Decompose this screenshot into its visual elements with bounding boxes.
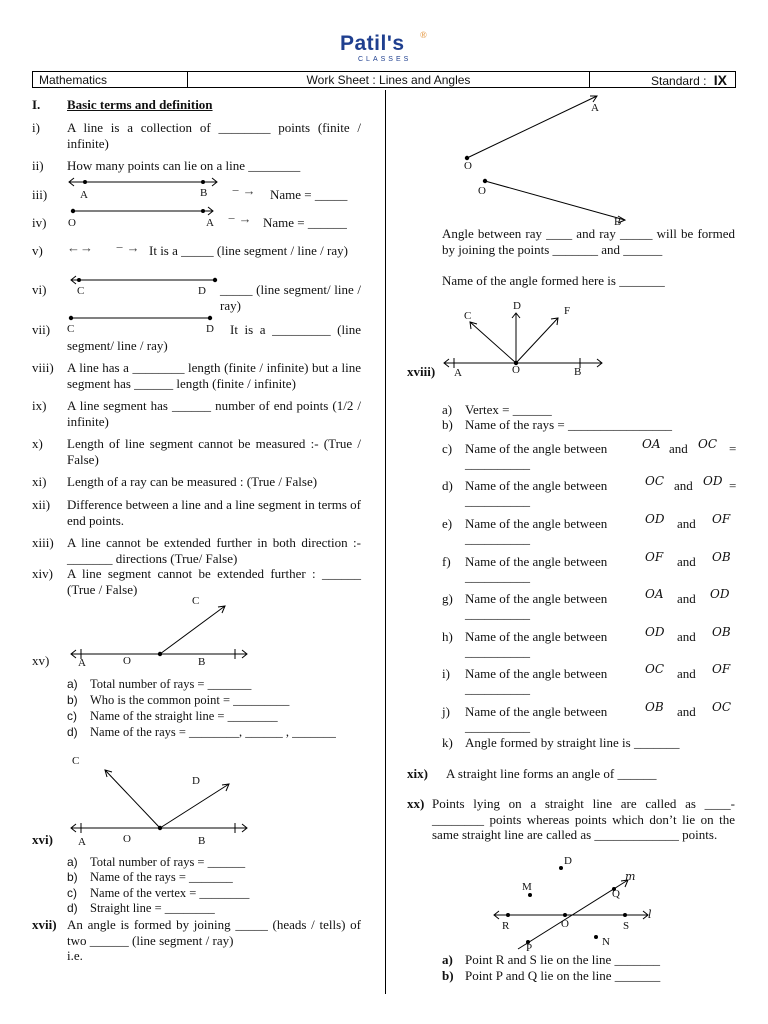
point-label: O	[68, 217, 76, 229]
ray-name: OB	[712, 550, 731, 564]
sub-text: Name of the angle between	[465, 666, 608, 681]
point-label: B	[200, 187, 208, 199]
q-number: xvii)	[32, 917, 57, 932]
point-label: D	[198, 285, 206, 297]
ray-name: OF	[712, 512, 731, 526]
point-label: B	[198, 656, 206, 668]
ray-name: OC	[712, 700, 732, 714]
point-label: C	[72, 755, 80, 767]
sub-text: Name of the rays = ________, ______ , _______	[90, 725, 336, 739]
sub-number: d)	[442, 478, 453, 493]
q-number: xiii)	[32, 535, 54, 550]
sub-text: Vertex = ______	[465, 402, 552, 417]
point-label: A	[206, 217, 214, 229]
ray-figure-iv	[65, 205, 225, 229]
point-label: C	[464, 310, 472, 322]
ray-name: OD	[703, 474, 723, 488]
sub-number: j)	[442, 704, 450, 719]
ray-name: OF	[712, 662, 731, 676]
and-word: and	[677, 666, 696, 681]
q-number: ii)	[32, 158, 44, 173]
q-text: Name = ______	[263, 215, 347, 230]
sub-text: Name of the angle between	[465, 591, 608, 606]
sub-text: Angle formed by straight line is _______	[465, 735, 680, 750]
ray-name: OA	[645, 587, 664, 601]
sub-number: d)	[67, 901, 78, 915]
q-text: It is a _____ (line segment / line / ray)	[149, 243, 348, 258]
sub-text: Total number of rays = _______	[90, 677, 252, 691]
sub-text: Name of the angle between	[465, 554, 608, 569]
header-standard-label: Standard :	[651, 74, 707, 88]
sub-number: g)	[442, 591, 453, 606]
q-number: v)	[32, 243, 43, 258]
point-label: O	[561, 918, 569, 930]
q-number: xii)	[32, 497, 51, 512]
sub-number: b)	[67, 870, 78, 884]
q-number: iii)	[32, 187, 48, 202]
equals-sign: =	[729, 441, 737, 456]
q-text: Difference between a line and a line segment in terms of end points.	[67, 497, 361, 528]
q-text: Length of line segment cannot be measured :- (True / False)	[67, 436, 361, 467]
point-label: R	[502, 920, 510, 932]
point-label: O	[123, 833, 131, 845]
q-number: xiv)	[32, 566, 53, 581]
q-number: ix)	[32, 398, 47, 413]
and-word: and	[669, 441, 688, 456]
angle-name-text: Name of the angle formed here is _______	[442, 273, 665, 288]
and-word: and	[674, 478, 693, 493]
answer-blank: __________	[465, 606, 530, 621]
answer-blank: __________	[465, 681, 530, 696]
point-label: A	[80, 189, 88, 201]
q-number: xv)	[32, 653, 50, 668]
q-text: A line cannot be extended further in both direction :-_______ directions (True/ False)	[67, 535, 361, 566]
sub-text: Name of the angle between	[465, 516, 608, 531]
answer-blank: __________	[465, 719, 530, 734]
point-label: B	[574, 366, 582, 378]
sub-text: Name of the angle between	[465, 478, 608, 493]
q-text: Points lying on a straight line are called as ____-________ points whereas points which don’t lie on the same straight line are called as _____________ points.	[432, 796, 735, 842]
q-text: Length of a ray can be measured : (True / False)	[67, 474, 318, 489]
point-label: O	[464, 160, 472, 172]
point-label: A	[591, 102, 599, 114]
point-label: D	[192, 775, 200, 787]
and-word: and	[677, 554, 696, 569]
q-number: xviii)	[407, 364, 436, 379]
point-label: P	[526, 942, 533, 954]
sub-text: Straight line = ________	[90, 901, 215, 915]
logo-tagline: CLASSES	[358, 56, 412, 63]
point-label: Q	[612, 888, 620, 900]
point-label: B	[198, 835, 206, 847]
angle-figure-xvi	[67, 760, 257, 840]
q-text: A line segment has ______ number of end points (1/2 / infinite)	[67, 398, 361, 429]
and-word: and	[677, 629, 696, 644]
section-number: I.	[32, 97, 41, 112]
answer-blank: __________	[465, 644, 530, 659]
ray-name: OD	[645, 625, 665, 639]
angle-text: Angle between ray ____ and ray _____ will be formed by joining the points _______ and ______	[442, 226, 735, 257]
q-number: vi)	[32, 282, 47, 297]
q-text: _____ (line segment/ line / ray)	[220, 282, 361, 313]
ray-name: OC	[698, 437, 718, 451]
point-label: O	[123, 655, 131, 667]
point-label: D	[206, 323, 214, 335]
q-text: A line is a collection of ________ points (finite / infinite)	[67, 120, 361, 151]
ray-name: OA	[642, 437, 661, 451]
point-label: F	[564, 305, 571, 317]
sub-number: f)	[442, 554, 451, 569]
ray-name: OC	[645, 474, 665, 488]
sub-text: Name of the angle between	[465, 441, 608, 456]
header-title: Work Sheet : Lines and Angles	[306, 73, 471, 87]
sub-number: a)	[67, 677, 78, 691]
q-text: A line segment cannot be extended further : ______ (True / False)	[67, 566, 361, 597]
answer-blank: __________	[465, 456, 530, 471]
sub-text: Who is the common point = _________	[90, 693, 290, 707]
ray-name: OB	[645, 700, 664, 714]
point-label: N	[602, 936, 610, 948]
q-number: i)	[32, 120, 40, 135]
q-text: A straight line forms an angle of ______	[446, 766, 657, 781]
point-label: A	[454, 367, 462, 379]
point-label: D	[513, 300, 521, 312]
line-notation: ←→	[67, 240, 93, 255]
point-label: O	[478, 185, 486, 197]
ray-notation: − →	[232, 183, 256, 198]
sub-text: Total number of rays = ______	[90, 855, 246, 869]
sub-number: a)	[67, 855, 78, 869]
sub-number: d)	[67, 725, 78, 739]
q-text: An angle is formed by joining _____ (heads / tells) of two ______ (line segment / ray)	[67, 917, 361, 948]
q-number: iv)	[32, 215, 47, 230]
q-text: A line has a ________ length (finite / infinite) but a line segment has ______ length (finite / infinite)	[67, 360, 361, 391]
section-title: Basic terms and definition	[67, 97, 213, 112]
angle-figure-xv	[67, 594, 257, 674]
sub-text: Name of the straight line = ________	[90, 709, 278, 723]
point-label: M	[522, 881, 532, 893]
answer-blank: __________	[465, 569, 530, 584]
and-word: and	[677, 516, 696, 531]
logo-mark: ®	[420, 30, 427, 40]
sub-number: c)	[442, 441, 453, 456]
q-number: xx)	[407, 796, 425, 811]
point-label: C	[67, 323, 75, 335]
sub-number: e)	[442, 516, 453, 531]
sub-text: Name of the angle between	[465, 704, 608, 719]
sub-number: b)	[442, 417, 453, 432]
ray-name: OB	[712, 625, 731, 639]
point-label: C	[192, 595, 200, 607]
answer-blank: __________	[465, 531, 530, 546]
q-number: xvi)	[32, 832, 53, 847]
sub-number: h)	[442, 629, 453, 644]
q-text: It is a _________ (line segment/ line / ray)	[67, 322, 361, 353]
point-label: D	[564, 855, 572, 867]
sub-text: Name of the angle between	[465, 629, 608, 644]
sub-number: b)	[442, 968, 454, 983]
point-label: C	[77, 285, 85, 297]
q-number: vii)	[32, 322, 51, 337]
ray-notation: − →	[116, 240, 140, 255]
point-label: B	[614, 216, 622, 228]
point-label: m	[625, 870, 636, 883]
q-number: viii)	[32, 360, 54, 375]
point-label: l	[648, 908, 652, 921]
ray-notation: − →	[228, 211, 252, 226]
sub-number: i)	[442, 666, 450, 681]
point-label: A	[78, 657, 86, 669]
point-label: O	[512, 364, 520, 376]
sub-text: Point R and S lie on the line _______	[465, 952, 660, 967]
sub-number: c)	[67, 886, 77, 900]
point-label: A	[78, 836, 86, 848]
sub-text: Name of the rays = ________________	[465, 417, 672, 432]
q-text-ie: i.e.	[67, 948, 83, 963]
column-divider	[385, 90, 386, 994]
sub-number: b)	[67, 693, 78, 707]
answer-blank: __________	[465, 493, 530, 508]
ray-name: OD	[710, 587, 730, 601]
and-word: and	[677, 704, 696, 719]
q-text: How many points can lie on a line ________	[67, 158, 301, 173]
equals-sign: =	[729, 478, 737, 493]
sub-text: Name of the rays = _______	[90, 870, 233, 884]
q-text: Name = _____	[270, 187, 348, 202]
and-word: and	[677, 591, 696, 606]
ray-name: OF	[645, 550, 664, 564]
sub-number: k)	[442, 735, 453, 750]
header-standard-value: IX	[713, 72, 727, 88]
q-number: xix)	[407, 766, 428, 781]
q-number: xi)	[32, 474, 47, 489]
header-subject: Mathematics	[39, 73, 108, 87]
sub-text: Point P and Q lie on the line _______	[465, 968, 661, 983]
ray-name: OC	[645, 662, 665, 676]
left-column	[32, 0, 362, 1024]
point-label: S	[623, 920, 630, 932]
sub-number: c)	[67, 709, 77, 723]
sub-text: Name of the vertex = ________	[90, 886, 250, 900]
logo-brand: Patil's	[340, 32, 405, 55]
q-number: x)	[32, 436, 43, 451]
ray-name: OD	[645, 512, 665, 526]
sub-number: a)	[442, 952, 453, 967]
sub-number: a)	[442, 402, 453, 417]
